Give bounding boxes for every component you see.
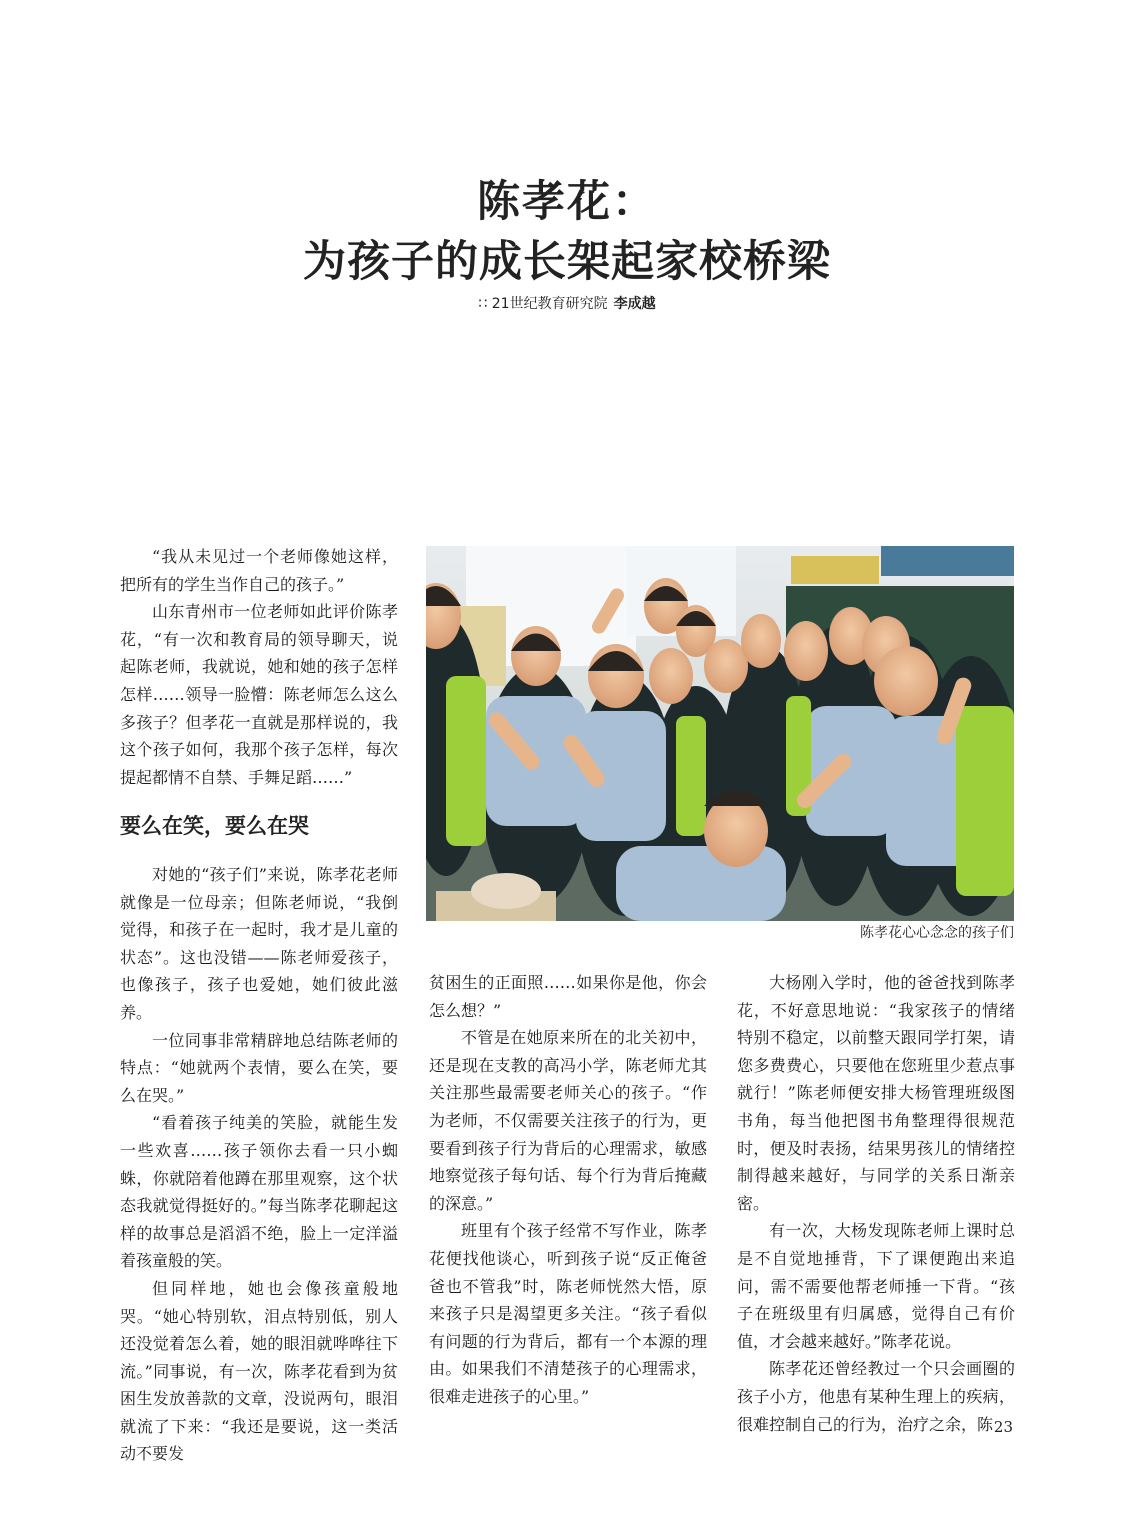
paragraph: 对她的“孩子们”来说，陈孝花老师就像是一位母亲；但陈老师说，“我倒觉得，和孩子在一起时，我才是儿童的状态”。这也没错——陈老师爱孩子，也像孩子，孩子也爱她，她们彼此滋养。 (120, 865, 398, 1022)
column-1-body (120, 861, 398, 1468)
paragraph: 陈孝花还曾经教过一个只会画圈的孩子小方，他患有某种生理上的疾病，很难控制自己的行为，治疗之余，陈 (737, 1359, 1015, 1434)
paragraph: 山东青州市一位老师如此评价陈孝花，“有一次和教育局的领导聊天，说起陈老师，我就说，她和她的孩子怎样怎样……领导一脸懵：陈老师怎么这么多孩子？但孝花一直就是那样说的，我这个孩子如何，我那个孩子怎样，每次提起都情不自禁、手舞足蹈……” (120, 602, 398, 787)
paragraph: “看着孩子纯美的笑脸，就能生发一些欢喜……孩子领你去看一只小蜘蛛，你就陪着他蹲在那里观察，这个状态我就觉得挺好的。”每当陈孝花聊起这样的故事总是滔滔不绝，脸上一定洋溢着孩童般的笑。 (120, 1113, 398, 1271)
paragraph: 大杨刚入学时，他的爸爸找到陈孝花，不好意思地说：“我家孩子的情绪特别不稳定，以前整天跟同学打架，请您多费费心，只要他在您班里少惹点事就行！”陈老师便安排大杨管理班级图书角，每当他把图书角整理得很规范时，便及时表扬，结果男孩儿的情绪控制得越来越好，与同学的关系日渐亲密。 (737, 973, 1015, 1213)
paragraph: 有一次，大杨发现陈老师上课时总是不自觉地捶背，下了课便跑出来追问，需不需要他帮老师捶一下背。“孩子在班级里有归属感，觉得自己有价值，才会越来越好。”陈孝花说。 (737, 1221, 1015, 1351)
byline-author: 李成越 (613, 296, 656, 312)
column-1-intro (120, 543, 398, 791)
page-number: 23 (993, 1418, 1013, 1436)
paragraph: 但同样地，她也会像孩童般地哭。“她心特别软，泪点特别低，别人还没觉着怎么着，她的眼泪就哗哗往下流。”同事说，有一次，陈孝花看到为贫困生发放善款的文章，没说两句，眼泪就流了下来：“我还是要说，这一类活动不要发 (120, 1278, 398, 1464)
section-heading: 要么在笑，要么在哭 (120, 814, 309, 838)
column-2 (429, 969, 707, 1411)
group-photo (426, 546, 1014, 921)
paragraph: 一位同事非常精辟地总结陈老师的特点：“她就两个表情，要么在笑，要么在哭。” (120, 1030, 398, 1105)
column-3 (737, 969, 1015, 1438)
byline (0, 293, 1134, 313)
photo-caption: 陈孝花心心念念的孩子们 (860, 925, 1014, 941)
article-title-line-2: 为孩子的成长架起家校桥梁 (303, 237, 831, 287)
paragraph: “我从未见过一个老师像她这样，把所有的学生当作自己的孩子。” (120, 547, 398, 594)
article-title-line-1: 陈孝花： (477, 177, 657, 227)
paragraph: 贫困生的正面照……如果你是他，你会怎么想？” (429, 973, 707, 1020)
byline-source: ∷ 21世纪教育研究院 (478, 296, 608, 312)
paragraph: 班里有个孩子经常不写作业，陈孝花便找他谈心，听到孩子说“反正俺爸爸也不管我”时，陈老师恍然大悟，原来孩子只是渴望更多关注。“孩子看似有问题的行为背后，都有一个本源的理由。如果我们不清楚孩子的心理需求，很难走进孩子的心里。” (429, 1221, 707, 1406)
paragraph: 不管是在她原来所在的北关初中，还是现在支教的高冯小学，陈老师尤其关注那些最需要老师关心的孩子。“作为老师，不仅需要关注孩子的行为，更要看到孩子行为背后的心理需求，敏感地察觉孩子每句话、每个行为背后掩藏的深意。” (429, 1028, 707, 1213)
group-photo-illustration (426, 546, 1014, 921)
